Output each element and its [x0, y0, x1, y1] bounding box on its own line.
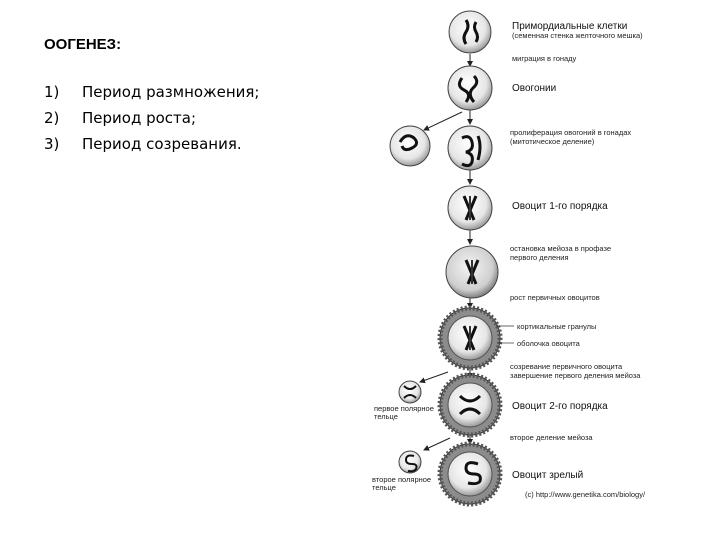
label-maturation-sub: завершение первого деления мейоза: [510, 371, 641, 380]
label-migration: миграция в гонаду: [512, 54, 577, 63]
first-polar-body-icon: [399, 381, 421, 403]
primordial-cell-icon: [449, 11, 491, 53]
label-zona: оболочка овоцита: [517, 339, 580, 348]
list-item-number: 1): [44, 83, 60, 101]
label-oogonia: Овогонии: [512, 83, 557, 94]
label-proliferation-sub: (митотическое деление): [510, 137, 595, 146]
primary-oocyte-icon: [448, 186, 492, 230]
label-primordial-sub: (семенная стенка желточного мешка): [512, 31, 643, 40]
list-item-number: 3): [44, 135, 60, 153]
label-oocyte1: Овоцит 1-го порядка: [512, 201, 608, 212]
dividing-oogonium-left-icon: [390, 126, 430, 166]
second-polar-body-icon: [399, 451, 421, 473]
label-meiosis-stop: остановка мейоза в профазе: [510, 244, 611, 253]
label-primordial: Примордиальные клетки: [512, 21, 628, 32]
dividing-oogonium-right-icon: [448, 126, 492, 170]
label-maturation: созревание первичного овоцита: [510, 362, 623, 371]
label-second-division: второе деление мейоза: [510, 433, 593, 442]
label-polar2-sub: тельце: [372, 483, 396, 492]
list-item-text: Период роста;: [82, 109, 197, 127]
list-item-number: 2): [44, 109, 60, 127]
secondary-oocyte-icon: [440, 375, 500, 435]
label-polar1-sub: тельце: [374, 412, 398, 421]
label-polar1: первое полярное: [374, 404, 434, 413]
list-item-text: Период размножения;: [82, 83, 260, 101]
label-cortical: кортикальные гранулы: [517, 322, 597, 331]
label-meiosis-stop-sub: первого деления: [510, 253, 569, 262]
mature-oocyte-icon: [440, 444, 500, 504]
arrested-oocyte-icon: [446, 246, 498, 298]
label-polar2: второе полярное: [372, 475, 432, 484]
label-oocyte2: Овоцит 2-го порядка: [512, 401, 608, 412]
oogonium-icon: [448, 66, 492, 110]
list-item-text: Период созревания.: [82, 135, 242, 153]
label-proliferation: пролиферация овогоний в гонадах: [510, 128, 632, 137]
label-growth: рост первичных овоцитов: [510, 293, 600, 302]
copyright-text: (c) http://www.genetika.com/biology/: [525, 490, 646, 499]
slide-title: ООГЕНЕЗ:: [44, 36, 122, 53]
label-mature: Овоцит зрелый: [512, 470, 584, 481]
growing-oocyte-icon: [440, 308, 500, 368]
